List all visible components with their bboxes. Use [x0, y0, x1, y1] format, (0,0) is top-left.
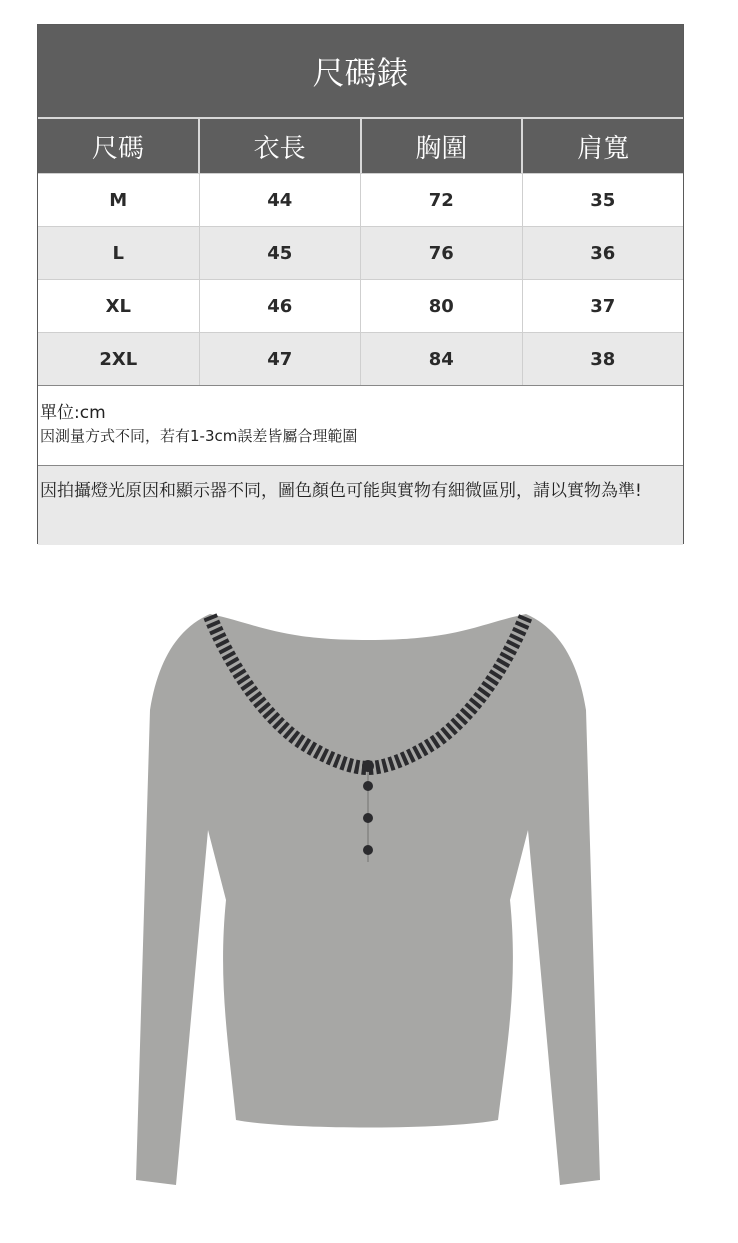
cell-shoulder: 37: [522, 280, 684, 332]
measurement-note: [38, 385, 683, 465]
unit-note: 單位:cm: [40, 403, 106, 423]
table-row: [38, 173, 683, 226]
cell-shoulder: 36: [522, 227, 684, 279]
cell-chest: 72: [360, 174, 522, 226]
cell-size: L: [112, 242, 124, 264]
header-size: 尺碼: [91, 133, 144, 164]
header-length: 衣長: [198, 119, 360, 173]
cell-chest: 84: [360, 333, 522, 385]
cell-shoulder: 38: [522, 333, 684, 385]
bow: [362, 760, 374, 772]
cell-length: 47: [199, 333, 361, 385]
table-row: [38, 279, 683, 332]
cell-size: M: [109, 189, 128, 211]
table-row: [38, 226, 683, 279]
button: [363, 781, 373, 791]
button: [363, 813, 373, 823]
cell-length: 45: [199, 227, 361, 279]
cell-length: 46: [199, 280, 361, 332]
button: [363, 845, 373, 855]
size-chart-header-row: [38, 117, 683, 173]
cell-chest: 76: [360, 227, 522, 279]
tolerance-note: 因測量方式不同，若有1-3cm誤差皆屬合理範圍: [40, 427, 358, 445]
cell-chest: 80: [360, 280, 522, 332]
color-disclaimer: 因拍攝燈光原因和顯示器不同，圖色顏色可能與實物有細微區別，請以實物為準!: [38, 465, 683, 545]
cell-length: 44: [199, 174, 361, 226]
shirt-body: [136, 614, 600, 1185]
cell-shoulder: 35: [522, 174, 684, 226]
product-photo-shirt: [118, 600, 618, 1200]
table-row: [38, 332, 683, 385]
cell-size: XL: [105, 295, 131, 317]
size-chart: [37, 24, 684, 544]
size-chart-title: 尺碼錶: [38, 25, 683, 117]
cell-size: 2XL: [99, 348, 138, 370]
header-chest: 胸圍: [360, 119, 522, 173]
header-shoulder: 肩寬: [521, 119, 683, 173]
